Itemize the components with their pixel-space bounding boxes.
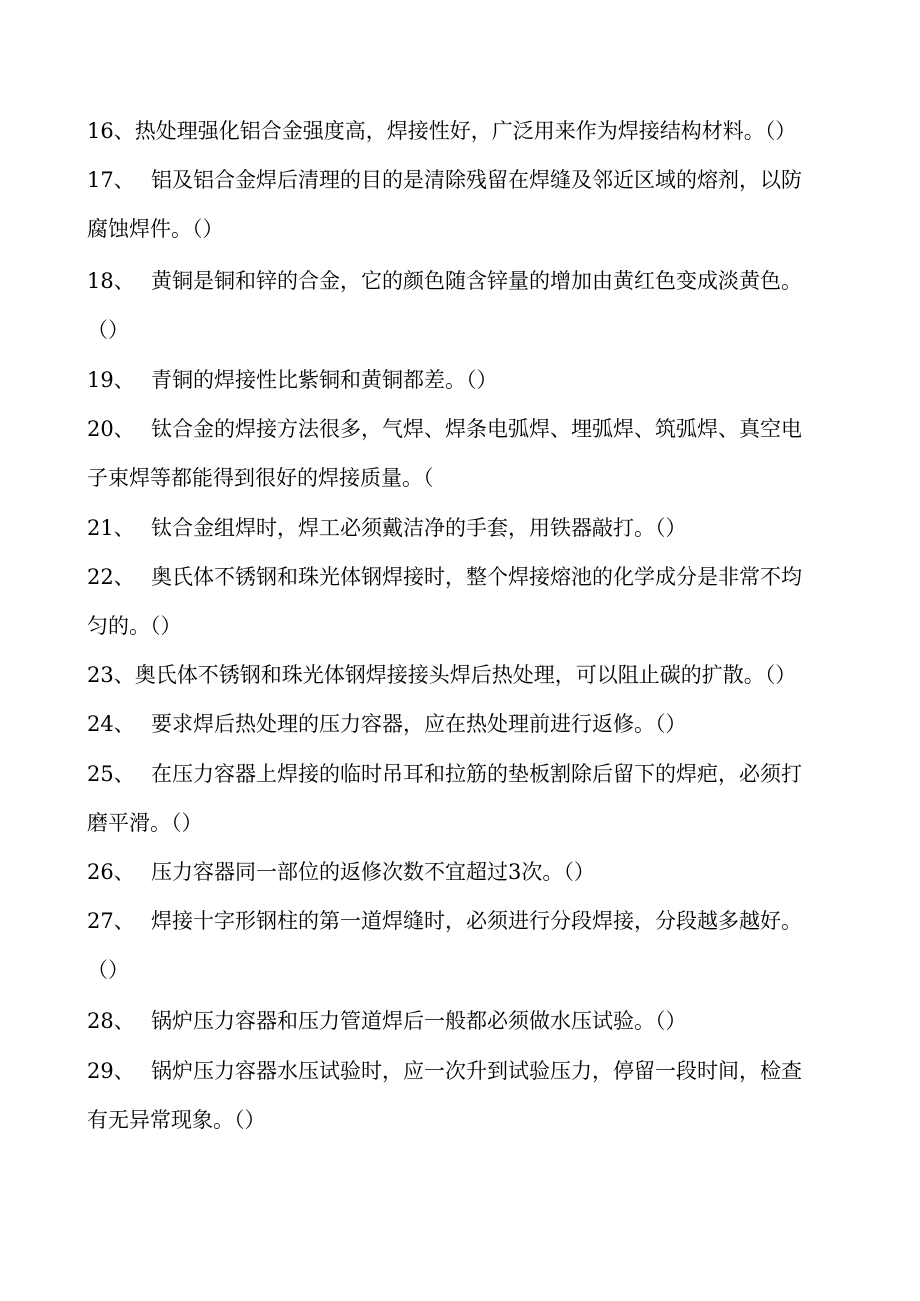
question-25-continuation [87, 808, 847, 838]
question-number: 29、 [87, 1059, 135, 1083]
question-text: 黄铜是铜和锌的合金，它的颜色随含锌量的增加由黄红色变成淡黄色。 [151, 269, 802, 293]
question-20 [87, 414, 847, 444]
question-text: 热处理强化铝合金强度高，焊接性好，广泛用来作为焊接结构材料。（） [134, 119, 797, 143]
question-20-continuation [87, 463, 847, 493]
question-16 [87, 116, 847, 146]
question-number: 23、 [87, 663, 135, 687]
question-25 [87, 759, 847, 789]
question-text: 奥氏体不锈钢和珠光体钢焊接接头焊后热处理，可以阻止碳的扩散。（） [134, 663, 797, 687]
question-18 [87, 266, 847, 296]
question-text: （） [87, 318, 129, 342]
question-21 [87, 513, 847, 543]
question-text: 焊接十字形钢柱的第一道焊缝时，必须进行分段焊接，分段越多越好。 [151, 909, 802, 933]
question-17 [87, 165, 847, 195]
question-number: 19、 [87, 368, 135, 392]
question-number: 17、 [87, 168, 135, 192]
question-27 [87, 906, 847, 936]
question-29-continuation [87, 1105, 847, 1135]
question-text: （） [87, 958, 129, 982]
question-text: 锅炉压力容器和压力管道焊后一般都必须做水压试验。（） [151, 1009, 687, 1033]
question-text: 匀的。（） [87, 614, 182, 638]
question-26 [87, 857, 847, 887]
question-22-continuation [87, 611, 847, 641]
question-text: 钛合金的焊接方法很多，气焊、焊条电弧焊、埋弧焊、筑弧焊、真空电 [151, 417, 802, 441]
question-28 [87, 1006, 847, 1036]
question-text: 铝及铝合金焊后清理的目的是清除残留在焊缝及邻近区域的熔剂，以防 [151, 168, 802, 192]
question-text: 子束焊等都能得到很好的焊接质量。（ [87, 466, 434, 490]
question-number: 18、 [87, 269, 135, 293]
question-text: 磨平滑。（） [87, 811, 203, 835]
question-27-continuation [87, 955, 847, 985]
question-text: 有无异常现象。（） [87, 1108, 266, 1132]
question-number: 27、 [87, 909, 135, 933]
question-24 [87, 709, 847, 739]
question-text: 青铜的焊接性比紫铜和黄铜都差。（） [151, 368, 498, 392]
question-number: 22、 [87, 565, 135, 589]
question-number: 24、 [87, 712, 135, 736]
question-text: 奥氏体不锈钢和珠光体钢焊接时，整个焊接熔池的化学成分是非常不均 [151, 565, 802, 589]
question-19 [87, 365, 847, 395]
question-17-continuation [87, 214, 847, 244]
question-text: 锅炉压力容器水压试验时，应一次升到试验压力，停留一段时间，检查 [151, 1059, 802, 1083]
question-text: 钛合金组焊时，焊工必须戴洁净的手套，用铁器敲打。（） [151, 516, 687, 540]
question-text: 压力容器同一部位的返修次数不宜超过3次。（） [151, 860, 595, 884]
question-number: 28、 [87, 1009, 135, 1033]
question-text: 腐蚀焊件。（） [87, 217, 224, 241]
question-22 [87, 562, 847, 592]
question-29 [87, 1056, 847, 1086]
question-number: 16、 [87, 119, 135, 143]
question-text: 要求焊后热处理的压力容器，应在热处理前进行返修。（） [151, 712, 687, 736]
question-23 [87, 660, 847, 690]
question-18-continuation [87, 315, 847, 345]
question-number: 26、 [87, 860, 135, 884]
question-number: 25、 [87, 762, 135, 786]
question-number: 21、 [87, 516, 135, 540]
question-text: 在压力容器上焊接的临时吊耳和拉筋的垫板割除后留下的焊疤，必须打 [151, 762, 802, 786]
question-number: 20、 [87, 417, 135, 441]
